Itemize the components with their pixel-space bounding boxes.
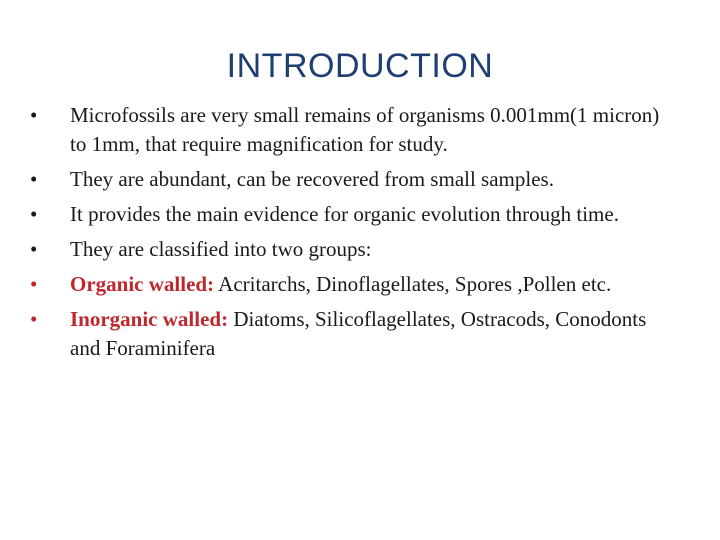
bullet-item [30,235,680,264]
bullet-dot: • [30,167,38,191]
bullet-label: Inorganic walled: [70,307,229,331]
slide-title: INTRODUCTION [226,47,494,85]
bullet-item [30,165,680,194]
bullet-item [30,200,680,229]
bullet-dot: • [30,307,38,331]
bullet-dot: • [30,202,38,226]
bullet-text: They are classified into two groups: [70,237,372,261]
bullet-dot: • [30,237,38,261]
bullet-item [30,101,680,159]
bullet-text: Microfossils are very small remains of organisms 0.001mm(1 micron) to 1mm, that require magnification for study. [70,103,660,156]
bullet-label: Organic walled: [70,272,215,296]
bullet-text: Diatoms, Silicoflagellates, Ostracods, Conodonts and Foraminifera [70,307,647,360]
bullet-text: They are abundant, can be recovered from small samples. [70,167,554,191]
bullet-item-inorganic-walled [30,305,680,363]
bullet-text: Acritarchs, Dinoflagellates, Spores ,Pollen etc. [214,272,612,296]
bullet-text: It provides the main evidence for organic evolution through time. [70,202,619,226]
bullet-dot: • [30,103,38,127]
bullet-dot: • [30,272,38,296]
bullet-list [30,101,680,363]
bullet-item-organic-walled [30,270,680,299]
